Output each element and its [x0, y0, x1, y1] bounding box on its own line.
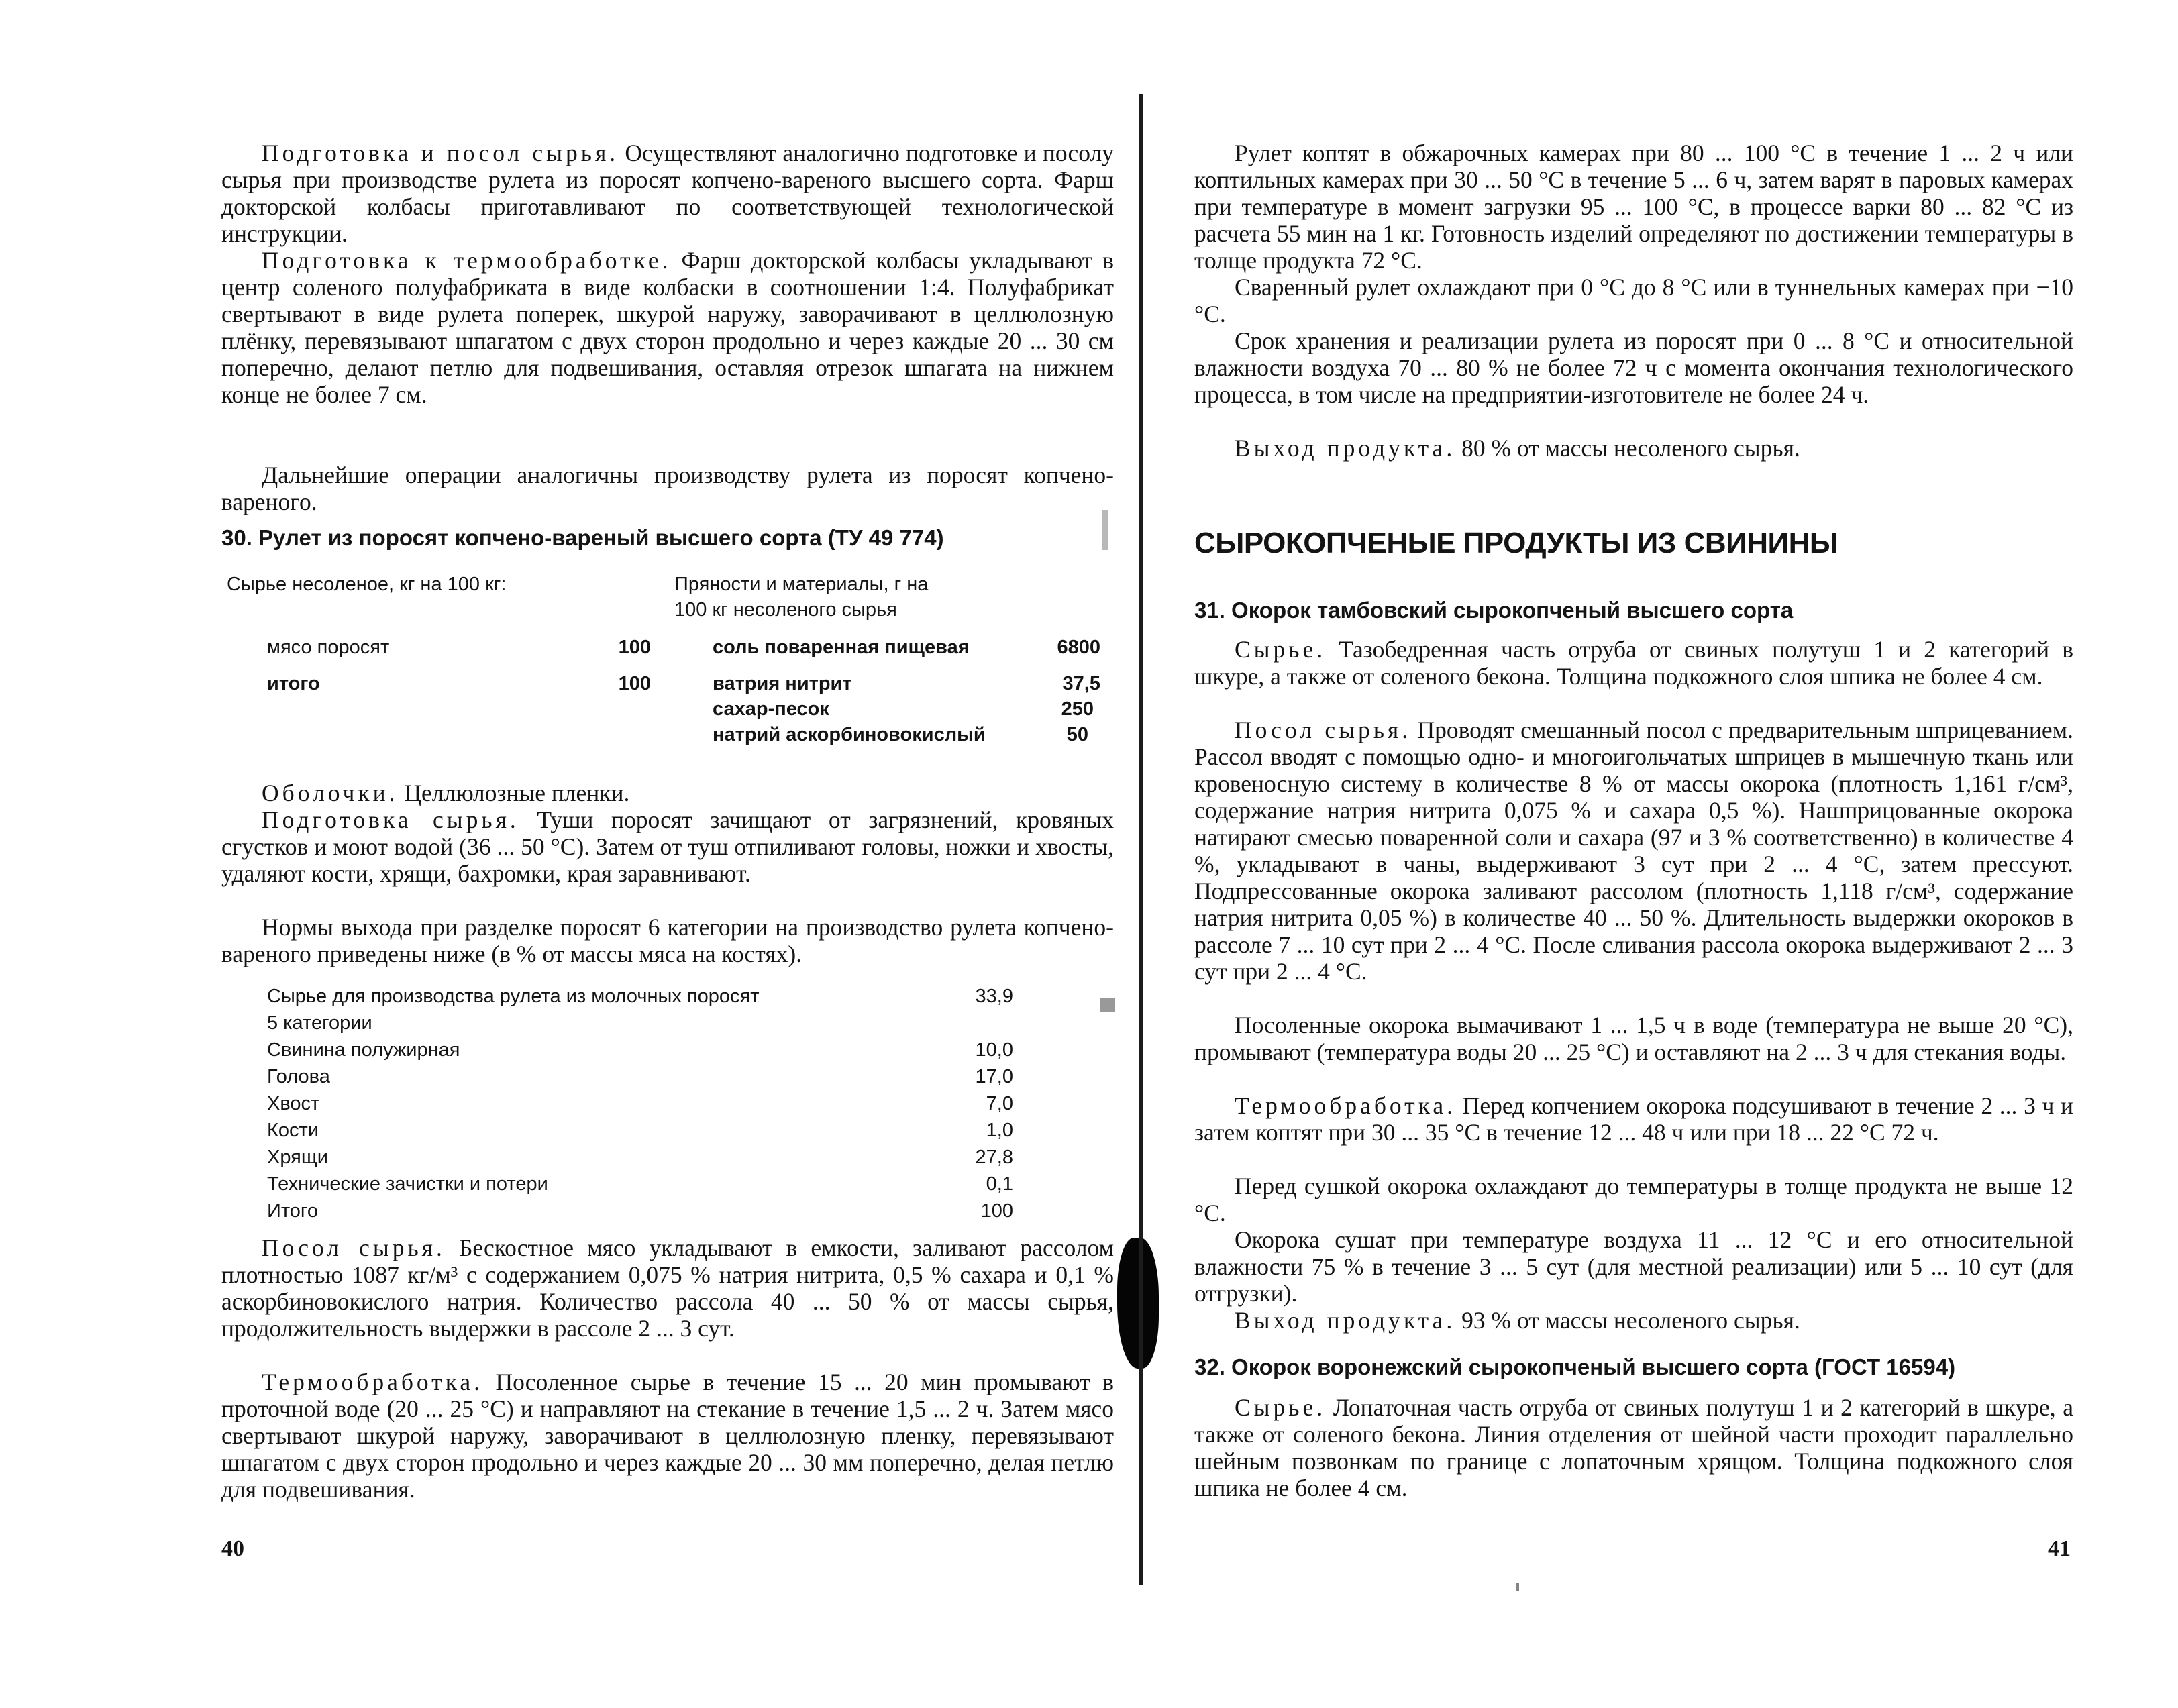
yield-row-value: 1,0: [986, 1120, 1013, 1141]
run-in-heading: Выход продукта.: [1235, 435, 1456, 462]
yield-row-value: 27,8: [975, 1146, 1013, 1168]
paragraph-text: Туши поросят зачищают от загрязнений, кровяных сгустков и моют водой (36 ... 50 °С). Затем от туш отпиливают головы, ножки и хвосты, удаляют кости, хрящи, бахромки, края заравнивают.: [221, 806, 1114, 887]
right-paragraph-10: Окорока сушат при температуре воздуха 11 ... 12 °С и его относительной влажности 75 % в течение 3 ... 5 сут (для местной реализации) или 5 ... 10 сут (для отгрузки).: [1194, 1226, 2073, 1307]
raw-row-value: 100: [618, 673, 651, 694]
yield-row-value: 33,9: [975, 985, 1013, 1007]
right-paragraph-8: [1194, 1092, 2073, 1146]
yield-row-value: 17,0: [975, 1066, 1013, 1087]
run-in-heading: Посол сырья.: [262, 1234, 446, 1261]
run-in-heading: Сырье.: [1235, 1394, 1327, 1421]
spice-row-name: натрий аскорбиновокислый: [713, 724, 986, 745]
left-paragraph-6: Нормы выхода при разделке поросят 6 категории на производство рулета копчено-вареного приведены ниже (в % от массы мяса на костях).: [221, 914, 1114, 967]
left-paragraph-4: [221, 780, 1114, 806]
yield-row-value: 0,1: [986, 1173, 1013, 1195]
yield-row-name: 5 категории: [267, 1012, 372, 1034]
page-number-right: 41: [2048, 1536, 2071, 1561]
run-in-heading: Выход продукта.: [1235, 1307, 1456, 1334]
yield-row-name: Хвост: [267, 1093, 320, 1114]
yield-row-name: Сырье для производства рулета из молочных поросят: [267, 985, 760, 1007]
yield-row-name: Итого: [267, 1200, 318, 1222]
run-in-heading: Термообработка.: [262, 1369, 484, 1395]
heading-recipe-32: 32. Окорок воронежский сырокопченый высшего сорта (ГОСТ 16594): [1194, 1354, 1956, 1379]
scan-speck: [1516, 1583, 1519, 1591]
right-paragraph-1: Рулет коптят в обжарочных камерах при 80 ... 100 °С в течение 1 ... 2 ч или коптильных камерах при 30 ... 50 °С в течение 5 ... 6 ч, затем варят в паровых камерах при температуре в момент загрузки 95 ... 100 °С, в процессе варки 80 ... 82 °С из расчета 55 мин на 1 кг. Готовность изделий определяют по достижении температуры в толще продукта 72 °С.: [1194, 140, 2073, 274]
raw-row-name: мясо поросят: [267, 637, 390, 658]
run-in-heading: Посол сырья.: [1235, 716, 1412, 743]
raw-row-value: 100: [618, 637, 651, 658]
paragraph-text: 80 % от массы несоленого сырья.: [1455, 435, 1800, 462]
paragraph-text: 93 % от массы несоленого сырья.: [1455, 1307, 1800, 1334]
yield-row-name: Кости: [267, 1120, 319, 1141]
scan-speck: [1100, 998, 1115, 1012]
right-paragraph-5: [1194, 636, 2073, 690]
heading-recipe-30: 30. Рулет из поросят копчено-вареный высшего сорта (ТУ 49 774): [221, 525, 944, 550]
left-paragraph-8: [221, 1369, 1114, 1503]
paragraph-text: Тазобедренная часть отруба от свиных полутуш 1 и 2 категорий в шкуре, а также от соленого бекона. Толщина подкожного слоя шпика не более 4 см.: [1194, 636, 2073, 690]
paragraph-text: Посоленное сырье в течение 15 ... 20 мин промывают в проточной воде (20 ... 25 °С) и направляют на стекание в течение 1,5 ... 2 ч. Затем мясо свертывают шкурой наружу, заворачивают в целлюлозную пленку, перевязывают шпагатом с двух сторон продольно и через каждые 20 ... 30 мм поперечно, делая петлю для подвешивания.: [221, 1369, 1114, 1503]
section-title: СЫРОКОПЧЕНЫЕ ПРОДУКТЫ ИЗ СВИНИНЫ: [1194, 527, 1838, 559]
paragraph-text: Фарш докторской колбасы укладывают в центр соленого полуфабриката в виде колбаски в соотношении 1:4. Полуфабрикат свертывают в виде рулета поперек, шкурой наружу, заворачивают в целлюлозную плёнку, перевязывают шпагатом с двух сторон продольно и через каждые 20 ... 30 см поперечно, делают петлю для подвешивания, оставляя отрезок шпагата на нижнем конце не более 7 см.: [221, 247, 1114, 408]
spice-row-value: 37,5: [1062, 673, 1100, 694]
yield-row-name: Технические зачистки и потери: [267, 1173, 548, 1195]
spice-row-value: 50: [1066, 724, 1088, 745]
run-in-heading: Подготовка сырья.: [262, 806, 519, 833]
paragraph-text: Осуществляют аналогично подготовке и посолу сырья при производстве рулета из поросят копчено-вареного высшего сорта. Фарш докторской колбасы приготавливают по соответствующей технологической инструкции.: [221, 140, 1114, 247]
paragraph-text: Целлюлозные пленки.: [398, 780, 630, 806]
left-paragraph-7: [221, 1234, 1114, 1342]
run-in-heading: Сырье.: [1235, 636, 1327, 663]
right-paragraph-7: Посоленные окорока вымачивают 1 ... 1,5 ч в воде (температура не выше 20 °С), промывают (температура воды 20 ... 25 °С) и оставляют на 2 ... 3 ч для стекания воды.: [1194, 1012, 2073, 1065]
paragraph-text: Перед копчением окорока подсушивают в течение 2 ... 3 ч и затем коптят при 30 ... 35 °С в течение 12 ... 48 ч или при 18 ... 22 °С 72 ч.: [1194, 1092, 2073, 1146]
run-in-heading: Термообработка.: [1235, 1092, 1457, 1119]
spices-header-line1: Пряности и материалы, г на: [674, 574, 929, 595]
scan-speck: [1102, 510, 1108, 550]
raw-row-name: итого: [267, 673, 320, 694]
run-in-heading: Подготовка к термообработке.: [262, 247, 672, 274]
yield-row-value: 7,0: [986, 1093, 1013, 1114]
left-paragraph-2: [221, 247, 1114, 408]
right-paragraph-9: Перед сушкой окорока охлаждают до температуры в толще продукта не выше 12 °С.: [1194, 1173, 2073, 1226]
run-in-heading: Подготовка и посол сырья.: [262, 140, 619, 166]
spice-row-name: ватрия нитрит: [713, 673, 852, 694]
page-number-left: 40: [221, 1536, 244, 1561]
right-paragraph-6: [1194, 716, 2073, 985]
spice-row-value: 250: [1061, 698, 1094, 720]
spice-row-name: сахар-песок: [713, 698, 829, 720]
right-paragraph-2: Сваренный рулет охлаждают при 0 °С до 8 °С или в туннельных камерах при −10 °С.: [1194, 274, 2073, 327]
left-paragraph-1: [221, 140, 1114, 247]
spice-row-name: соль поваренная пищевая: [713, 637, 970, 658]
spice-row-value: 6800: [1057, 637, 1100, 658]
right-paragraph-12: [1194, 1394, 2073, 1501]
right-paragraph-4: [1194, 435, 2073, 462]
yield-row-value: 100: [980, 1200, 1013, 1222]
raw-materials-header: Сырье несоленое, кг на 100 кг:: [227, 574, 507, 595]
right-paragraph-3: Срок хранения и реализации рулета из поросят при 0 ... 8 °С и относительной влажности воздуха 70 ... 80 % не более 72 ч с момента окончания технологического процесса, в том числе на предприятии-изготовителе не более 24 ч.: [1194, 327, 2073, 408]
paragraph-text: Проводят смешанный посол с предварительным шприцеванием. Рассол вводят с помощью одно- и многоигольчатых шприцев в мышечную ткань или кровеносную систему в количестве 8 % от массы окорока (плотность 1,161 г/см³, содержание натрия нитрита 0,075 % и сахара 0,5 %). Нашприцованные окорока натирают смесью поваренной соли и сахара (97 и 3 % соответственно) в количестве 4 %, укладывают в чаны, выдерживают 3 сут при 2 ... 4 °С, затем прессуют. Подпрессованные окорока заливают рассолом (плотность 1,118 г/см³, содержание натрия нитрита 0,05 %) в количестве 40 ... 50 %. Длительность выдержки окороков в рассоле 7 ... 10 сут при 2 ... 4 °С. После сливания рассола окорока выдерживают 2 ... 3 сут при 2 ... 4 °С.: [1194, 716, 2073, 985]
heading-recipe-31: 31. Окорок тамбовский сырокопченый высшего сорта: [1194, 598, 1794, 623]
run-in-heading: Оболочки.: [262, 780, 399, 806]
yield-row-value: 10,0: [975, 1039, 1013, 1061]
paragraph-text: Лопаточная часть отруба от свиных полутуш 1 и 2 категорий в шкуре, а также от соленого бекона. Линия отделения от шейной части проходит параллельно шейным позвонкам по границе с лопаточным хрящом. Толщина подкожного слоя шпика не более 4 см.: [1194, 1394, 2073, 1501]
left-paragraph-5: [221, 806, 1114, 887]
yield-row-name: Хрящи: [267, 1146, 328, 1168]
paragraph-text: Бескостное мясо укладывают в емкости, заливают рассолом плотностью 1087 кг/м³ с содержанием 0,075 % натрия нитрита, 0,5 % сахара и 0,1 % аскорбиновокислого натрия. Количество рассола 40 ... 50 % от массы сырья, продолжительность выдержки в рассоле 2 ... 3 сут.: [221, 1234, 1114, 1342]
left-paragraph-3: Дальнейшие операции аналогичны производству рулета из поросят копчено-вареного.: [221, 462, 1114, 515]
yield-row-name: Голова: [267, 1066, 330, 1087]
right-page: [1141, 0, 2178, 1708]
yield-row-name: Свинина полужирная: [267, 1039, 460, 1061]
right-paragraph-11: [1194, 1307, 2073, 1334]
spices-header-line2: 100 кг несоленого сырья: [674, 599, 897, 621]
